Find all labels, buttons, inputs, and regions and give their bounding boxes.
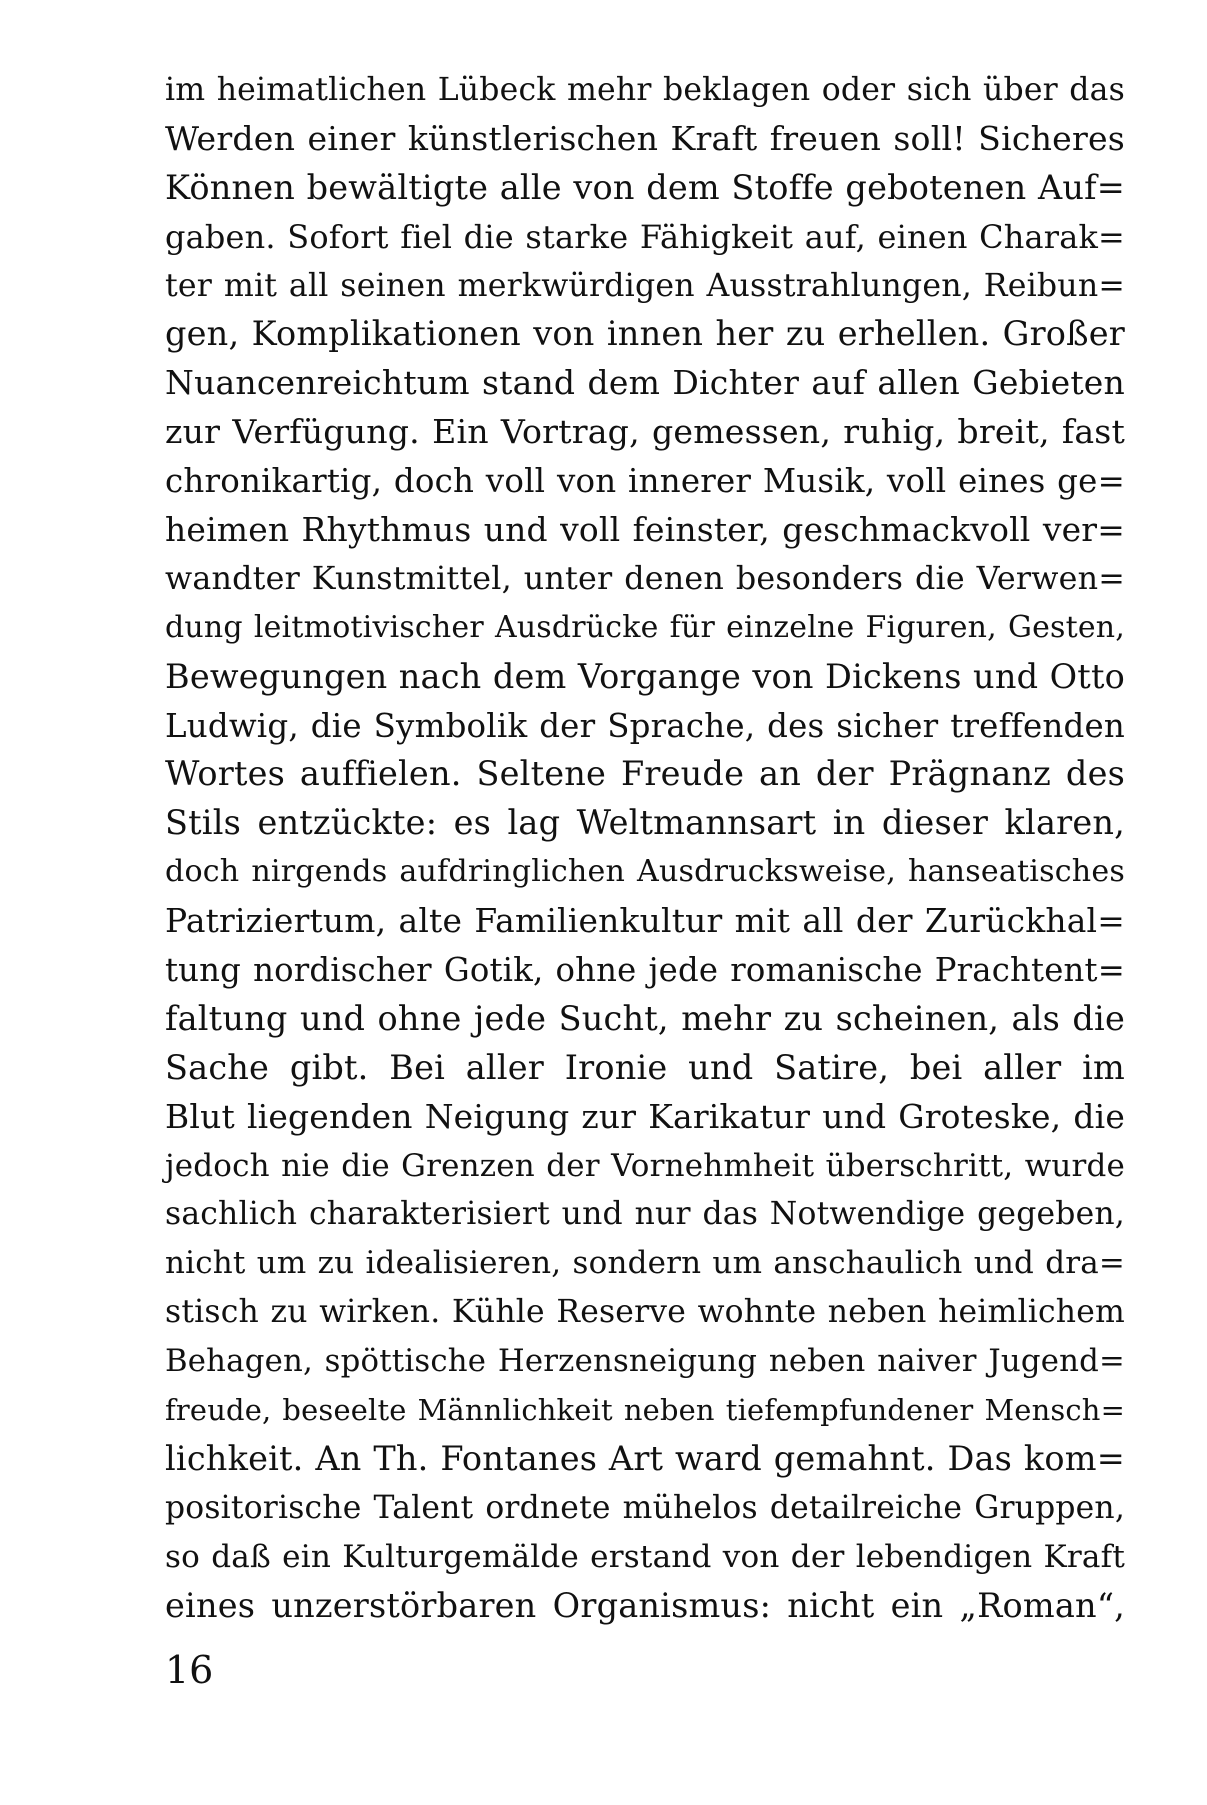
text-line: Nuancenreichtum stand dem Dichter auf allen Gebieten	[165, 363, 1125, 403]
text-line: Behagen, spöttische Herzensneigung neben naiver Jugend=	[165, 1343, 1125, 1380]
page-number: 16	[165, 1648, 214, 1692]
text-line: zur Verfügung. Ein Vortrag, gemessen, ruhig, breit, fast	[165, 412, 1125, 452]
text-line: gaben. Sofort fiel die starke Fähigkeit auf, einen Charak=	[165, 217, 1125, 256]
text-line: positorische Talent ordnete mühelos detailreiche Gruppen,	[165, 1489, 1125, 1526]
text-line: gen, Komplikationen von innen her zu erhellen. Großer	[165, 314, 1125, 354]
text-line: freude, beseelte Männlichkeit neben tiefempfundener Mensch=	[165, 1393, 1125, 1428]
text-line: Patriziertum, alte Familienkultur mit all der Zurückhal=	[165, 901, 1125, 941]
text-line: im heimatlichen Lübeck mehr beklagen oder sich über das	[165, 72, 1125, 108]
text-line: Werden einer künstlerischen Kraft freuen soll! Sicheres	[165, 118, 1125, 158]
text-line: stisch zu wirken. Kühle Reserve wohnte neben heimlichem	[165, 1294, 1125, 1331]
text-line: Ludwig, die Symbolik der Sprache, des sicher treffenden	[165, 706, 1125, 745]
text-line: Sache gibt. Bei aller Ironie und Satire, bei aller im	[165, 1047, 1125, 1087]
text-line: ter mit all seinen merkwürdigen Ausstrahlungen, Reibun=	[165, 267, 1125, 304]
text-line: Blut liegenden Neigung zur Karikatur und Groteske, die	[165, 1096, 1125, 1136]
text-line: Stils entzückte: es lag Weltmannsart in dieser klaren,	[165, 803, 1125, 843]
body-text	[165, 66, 1125, 1631]
text-line: Bewegungen nach dem Vorgange von Dickens und Otto	[165, 656, 1125, 696]
text-line: jedoch nie die Grenzen der Vornehmheit überschritt, wurde	[165, 1147, 1125, 1184]
text-line: wandter Kunstmittel, unter denen besonders die Verwen=	[165, 560, 1125, 597]
text-line: sachlich charakterisiert und nur das Notwendige gegeben,	[165, 1196, 1125, 1233]
text-line: tung nordischer Gotik, ohne jede romanische Prachtent=	[165, 951, 1125, 990]
text-line: so daß ein Kulturgemälde erstand von der lebendigen Kraft	[165, 1538, 1125, 1575]
text-line: doch nirgends aufdringlichen Ausdrucksweise, hanseatisches	[165, 854, 1125, 890]
text-line: eines unzerstörbaren Organismus: nicht ein „Roman“,	[165, 1585, 1125, 1625]
text-line: chronikartig, doch voll von innerer Musik, voll eines ge=	[165, 462, 1125, 501]
text-line: heimen Rhythmus und voll feinster, geschmackvoll ver=	[165, 510, 1125, 550]
text-line: Wortes auffielen. Seltene Freude an der Prägnanz des	[165, 754, 1125, 794]
text-line: dung leitmotivischer Ausdrücke für einzelne Figuren, Gesten,	[165, 609, 1125, 645]
text-line: Können bewältigte alle von dem Stoffe gebotenen Auf=	[165, 167, 1125, 207]
text-line: lichkeit. An Th. Fontanes Art ward gemahnt. Das kom=	[165, 1438, 1125, 1478]
text-line: faltung und ohne jede Sucht, mehr zu scheinen, als die	[165, 998, 1125, 1038]
text-line: nicht um zu idealisieren, sondern um anschaulich und dra=	[165, 1245, 1125, 1282]
